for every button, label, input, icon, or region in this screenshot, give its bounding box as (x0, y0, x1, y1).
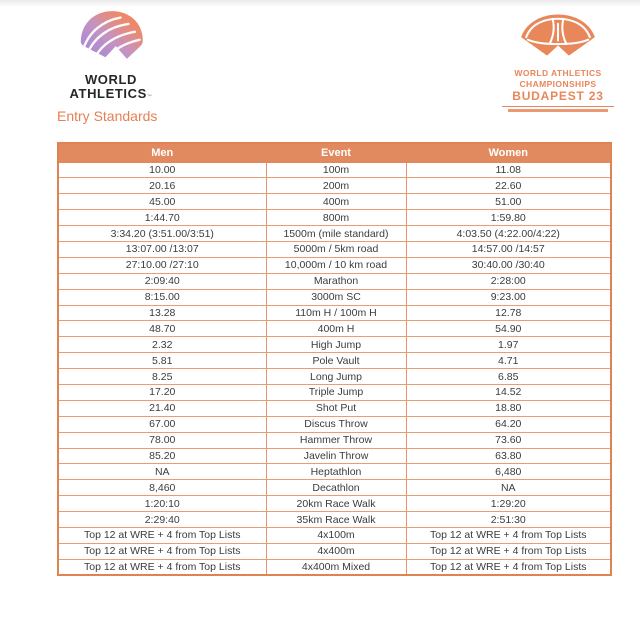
event-name-cell: Marathon (266, 273, 406, 289)
men-standard-cell: Top 12 at WRE + 4 from Top Lists (58, 527, 266, 543)
table-row (58, 273, 611, 289)
women-standard-cell: 73.60 (406, 432, 611, 448)
men-standard-cell: NA (58, 464, 266, 480)
table-row (58, 448, 611, 464)
women-standard-cell: 12.78 (406, 305, 611, 321)
table-row (58, 400, 611, 416)
men-standard-cell: 78.00 (58, 432, 266, 448)
men-standard-cell: 48.70 (58, 321, 266, 337)
table-row (58, 512, 611, 528)
women-standard-cell: 14:57.00 /14:57 (406, 241, 611, 257)
women-standard-cell: 18.80 (406, 400, 611, 416)
women-standard-cell: 14.52 (406, 384, 611, 400)
table-row (58, 226, 611, 242)
column-header-women: Women (406, 143, 611, 162)
women-standard-cell: 1:59.80 (406, 210, 611, 226)
world-athletics-logo (52, 8, 170, 101)
budapest23-text-line2: CHAMPIONSHIPS (519, 78, 597, 89)
event-name-cell: 4x400m (266, 543, 406, 559)
entry-standards-table (57, 142, 612, 576)
table-row (58, 210, 611, 226)
women-standard-cell: Top 12 at WRE + 4 from Top Lists (406, 543, 611, 559)
table-row (58, 289, 611, 305)
men-standard-cell: Top 12 at WRE + 4 from Top Lists (58, 559, 266, 575)
event-name-cell: Javelin Throw (266, 448, 406, 464)
men-standard-cell: 13.28 (58, 305, 266, 321)
women-standard-cell: 6.85 (406, 369, 611, 385)
event-name-cell: 4x100m (266, 527, 406, 543)
women-standard-cell: 6,480 (406, 464, 611, 480)
table-row (58, 496, 611, 512)
event-name-cell: Shot Put (266, 400, 406, 416)
men-standard-cell: 8:15.00 (58, 289, 266, 305)
men-standard-cell: Top 12 at WRE + 4 from Top Lists (58, 543, 266, 559)
men-standard-cell: 3:34.20 (3:51.00/3:51) (58, 226, 266, 242)
table-row (58, 321, 611, 337)
table-row (58, 305, 611, 321)
event-name-cell: 35km Race Walk (266, 512, 406, 528)
budapest23-rule (502, 106, 614, 107)
event-name-cell: Long Jump (266, 369, 406, 385)
men-standard-cell: 5.81 (58, 353, 266, 369)
men-standard-cell: 85.20 (58, 448, 266, 464)
table-row (58, 384, 611, 400)
table-row (58, 241, 611, 257)
event-name-cell: 1500m (mile standard) (266, 226, 406, 242)
women-standard-cell: 22.60 (406, 178, 611, 194)
table-row (58, 162, 611, 178)
event-name-cell: 100m (266, 162, 406, 178)
women-standard-cell: 64.20 (406, 416, 611, 432)
table-row (58, 178, 611, 194)
women-standard-cell: 1.97 (406, 337, 611, 353)
table-header (58, 143, 611, 162)
men-standard-cell: 67.00 (58, 416, 266, 432)
women-standard-cell: 54.90 (406, 321, 611, 337)
table-row (58, 194, 611, 210)
event-name-cell: 200m (266, 178, 406, 194)
event-name-cell: Heptathlon (266, 464, 406, 480)
women-standard-cell: 51.00 (406, 194, 611, 210)
budapest23-logo (502, 12, 614, 112)
table-row (58, 559, 611, 575)
men-standard-cell: 2:29:40 (58, 512, 266, 528)
table-body (58, 162, 611, 575)
men-standard-cell: 8.25 (58, 369, 266, 385)
world-athletics-wordmark: WORLD ATHLETICS™ (69, 72, 153, 102)
table-row (58, 464, 611, 480)
women-standard-cell: NA (406, 480, 611, 496)
men-standard-cell: 10.00 (58, 162, 266, 178)
event-name-cell: Pole Vault (266, 353, 406, 369)
event-name-cell: Discus Throw (266, 416, 406, 432)
men-standard-cell: 8,460 (58, 480, 266, 496)
table-row (58, 337, 611, 353)
event-name-cell: 3000m SC (266, 289, 406, 305)
event-name-cell: Decathlon (266, 480, 406, 496)
event-name-cell: 4x400m Mixed (266, 559, 406, 575)
trademark-symbol: ™ (146, 94, 153, 101)
men-standard-cell: 13:07.00 /13:07 (58, 241, 266, 257)
women-standard-cell: 2:28:00 (406, 273, 611, 289)
event-name-cell: 400m (266, 194, 406, 210)
budapest23-bar (508, 109, 608, 112)
event-name-cell: Triple Jump (266, 384, 406, 400)
men-standard-cell: 45.00 (58, 194, 266, 210)
women-standard-cell: 2:51:30 (406, 512, 611, 528)
event-name-cell: 400m H (266, 321, 406, 337)
column-header-event: Event (266, 143, 406, 162)
men-standard-cell: 2:09:40 (58, 273, 266, 289)
column-header-men: Men (58, 143, 266, 162)
table-row (58, 527, 611, 543)
women-standard-cell: 63.80 (406, 448, 611, 464)
header-row (58, 143, 611, 162)
table-row (58, 432, 611, 448)
table-row (58, 480, 611, 496)
budapest23-text-line1: WORLD ATHLETICS (514, 68, 602, 78)
men-standard-cell: 21.40 (58, 400, 266, 416)
women-standard-cell: 11.08 (406, 162, 611, 178)
men-standard-cell: 2.32 (58, 337, 266, 353)
women-standard-cell: 1:29:20 (406, 496, 611, 512)
table-row (58, 369, 611, 385)
women-standard-cell: Top 12 at WRE + 4 from Top Lists (406, 527, 611, 543)
event-name-cell: 20km Race Walk (266, 496, 406, 512)
men-standard-cell: 1:44.70 (58, 210, 266, 226)
table-row (58, 416, 611, 432)
men-standard-cell: 1:20:10 (58, 496, 266, 512)
event-name-cell: Hammer Throw (266, 432, 406, 448)
women-standard-cell: 9:23.00 (406, 289, 611, 305)
table-row (58, 543, 611, 559)
women-standard-cell: 30:40.00 /30:40 (406, 257, 611, 273)
page-title: Entry Standards (57, 108, 158, 124)
men-standard-cell: 20.16 (58, 178, 266, 194)
table-row (58, 353, 611, 369)
world-athletics-mark-icon (71, 8, 151, 70)
event-name-cell: High Jump (266, 337, 406, 353)
table-row (58, 257, 611, 273)
event-name-cell: 5000m / 5km road (266, 241, 406, 257)
event-name-cell: 110m H / 100m H (266, 305, 406, 321)
women-standard-cell: 4.71 (406, 353, 611, 369)
women-standard-cell: Top 12 at WRE + 4 from Top Lists (406, 559, 611, 575)
men-standard-cell: 27:10.00 /27:10 (58, 257, 266, 273)
women-standard-cell: 4:03.50 (4:22.00/4:22) (406, 226, 611, 242)
event-name-cell: 800m (266, 210, 406, 226)
men-standard-cell: 17.20 (58, 384, 266, 400)
budapest23-emblem-icon (516, 12, 600, 64)
event-name-cell: 10,000m / 10 km road (266, 257, 406, 273)
budapest23-text-line3: BUDAPEST 23 (512, 89, 604, 104)
